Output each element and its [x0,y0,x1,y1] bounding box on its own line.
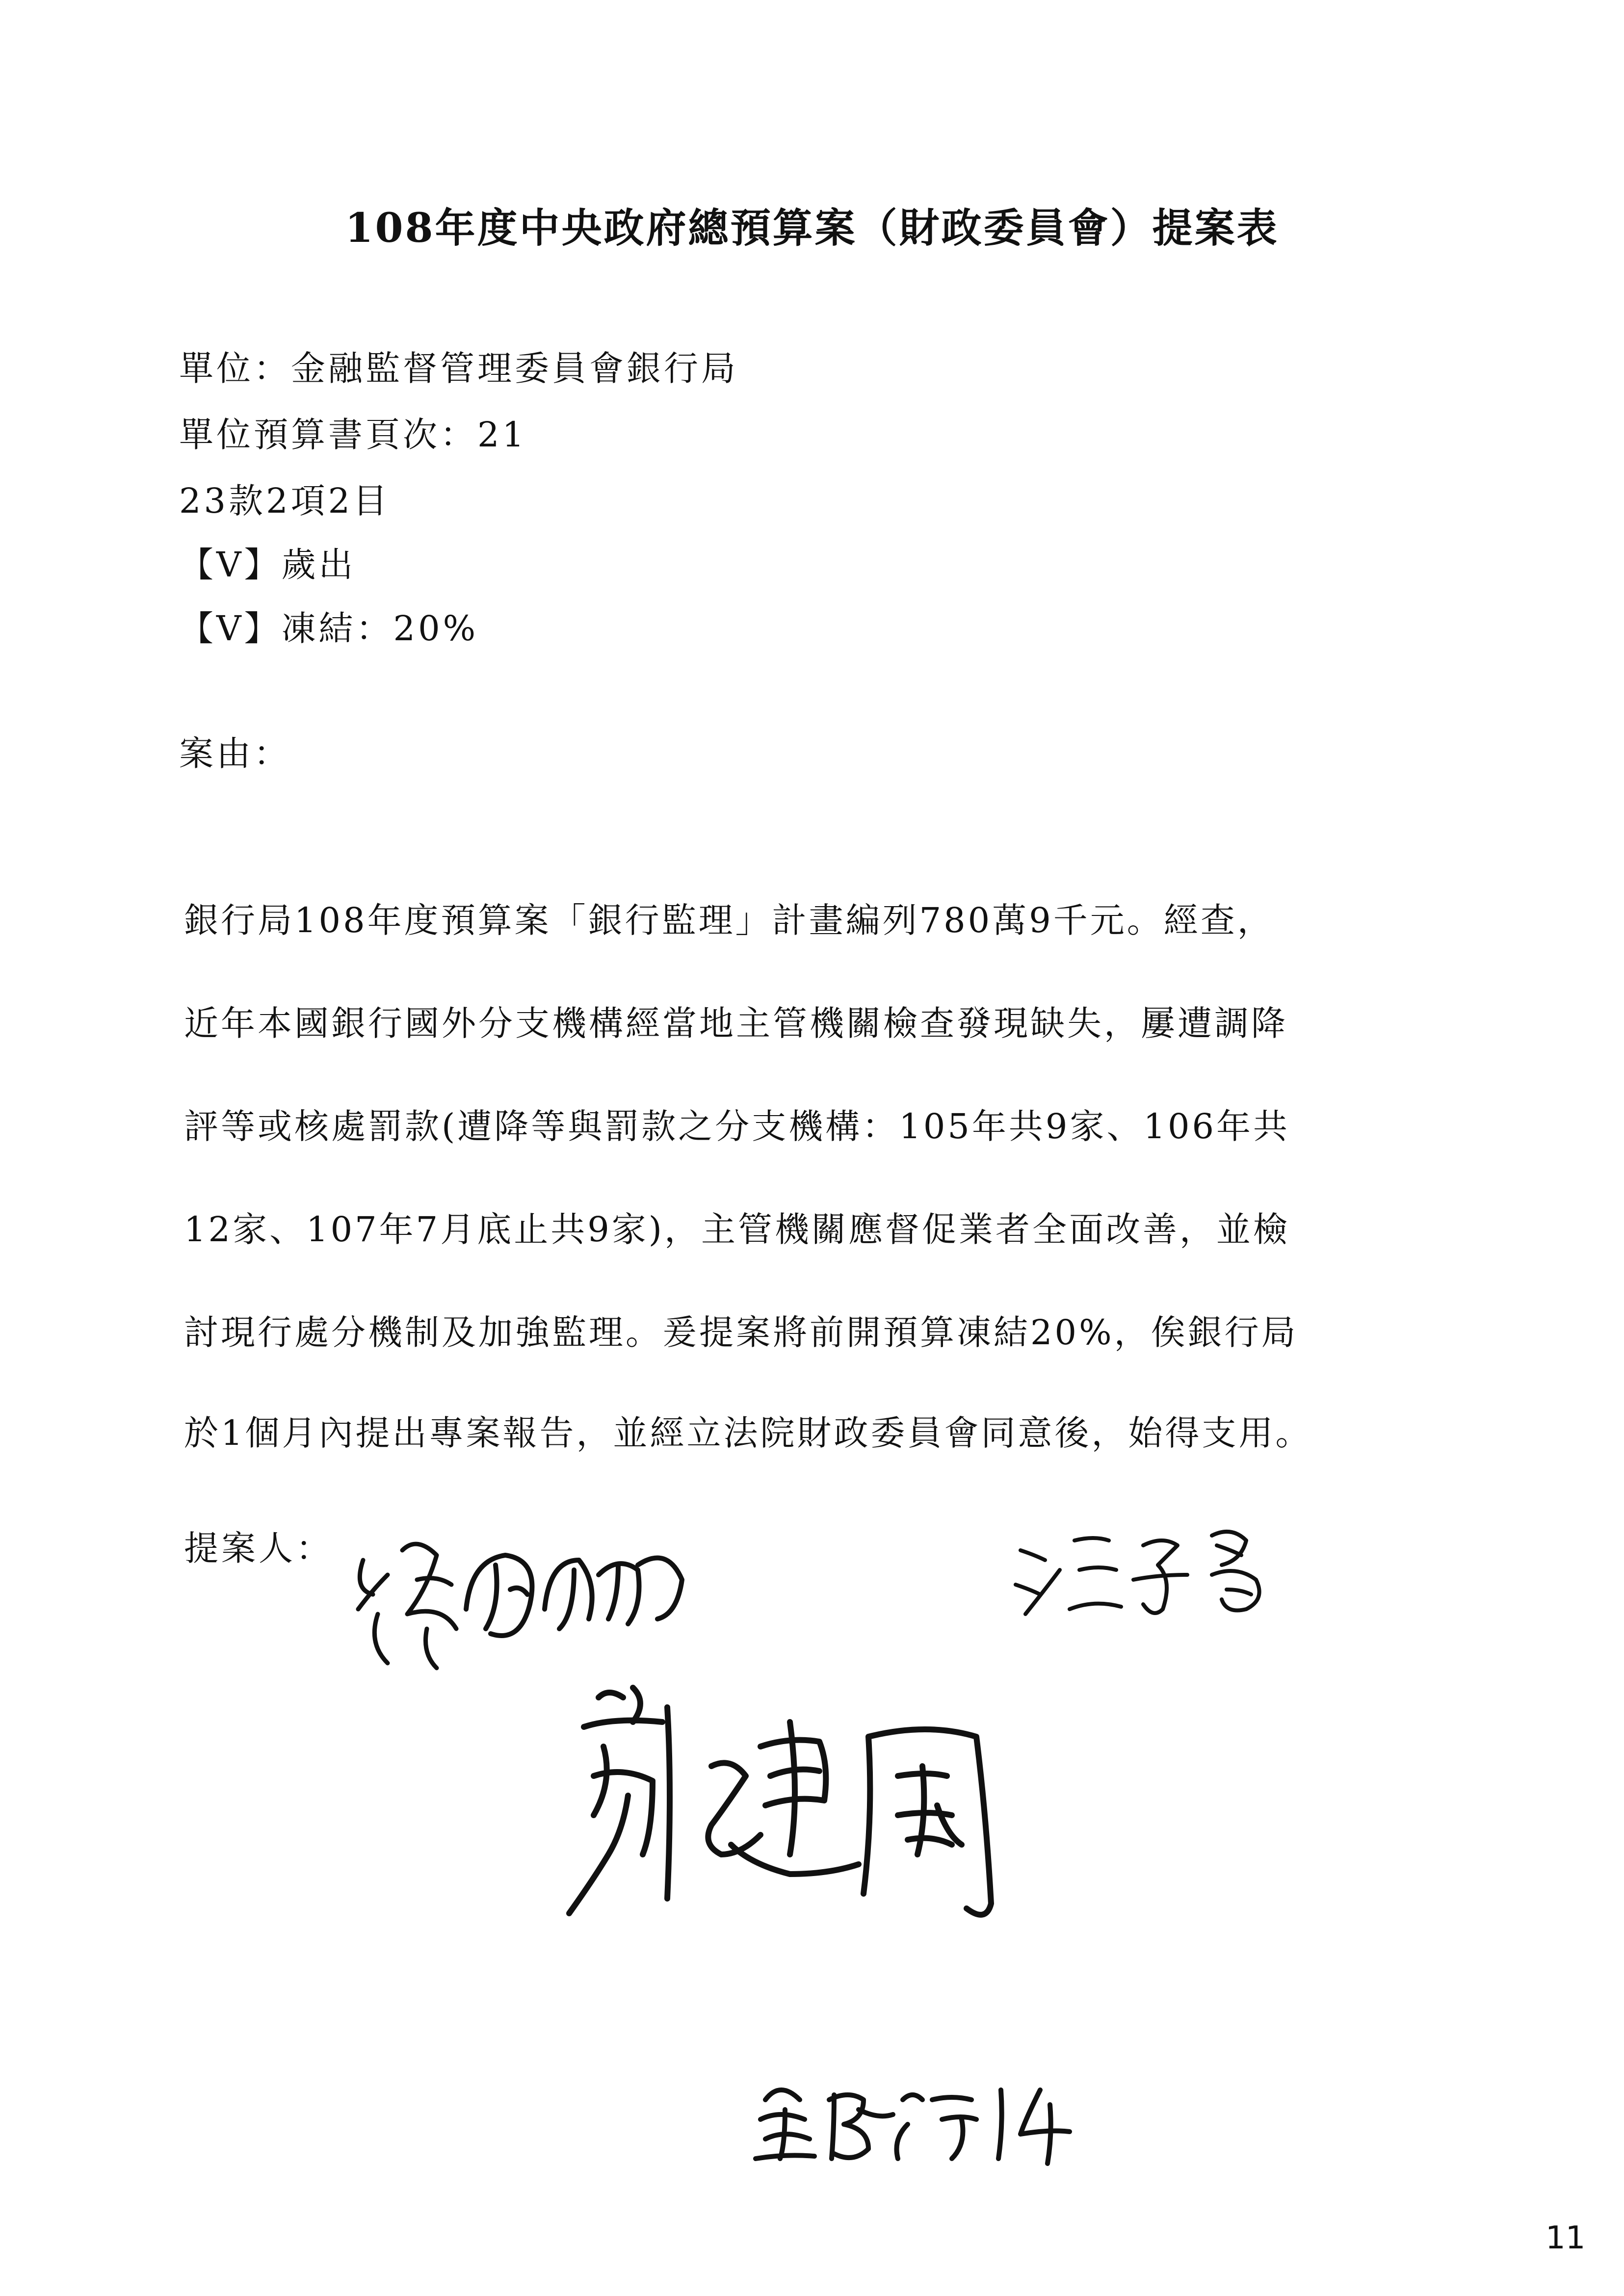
page-title: 108年度中央政府總預算案（財政委員會）提案表 [345,205,1279,252]
reason-line-4: 12家、107年7月底止共9家)，主管機關應督促業者全面改善，並檢 [184,1209,1290,1250]
reason-line-3: 評等或核處罰款(遭降等與罰款之分支機構：105年共9家、106年共 [184,1106,1290,1147]
reason-line-5: 討現行處分機制及加強監理。爰提案將前開預算凍結20%，俟銀行局 [184,1312,1298,1353]
freeze-line: 【V】凍結：20% [179,608,479,649]
handwritten-note [746,2070,1089,2168]
signature-xu-yongming [343,1516,711,1678]
unit-line: 單位：金融監督管理委員會銀行局 [179,348,738,389]
signature-jiang-yongchang [1011,1506,1305,1624]
reason-line-1: 銀行局108年度預算案「銀行監理」計畫編列780萬9千元。經查， [184,900,1274,940]
proposer-label: 提案人： [184,1528,333,1568]
signature-liu-jianguo [554,1668,1045,1943]
expenditure-line: 【V】歲出 [179,545,356,585]
reason-line-6: 於1個月內提出專案報告，並經立法院財政委員會同意後，始得支用。 [184,1413,1312,1453]
item-line: 23款2項2目 [179,481,391,521]
reason-line-2: 近年本國銀行國外分支機構經當地主管機關檢查發現缺失，屢遭調降 [184,1003,1288,1044]
reason-label: 案由： [179,733,291,774]
page-number: 11 [1545,2220,1586,2256]
budget-page-line: 單位預算書頁次：21 [179,415,527,455]
